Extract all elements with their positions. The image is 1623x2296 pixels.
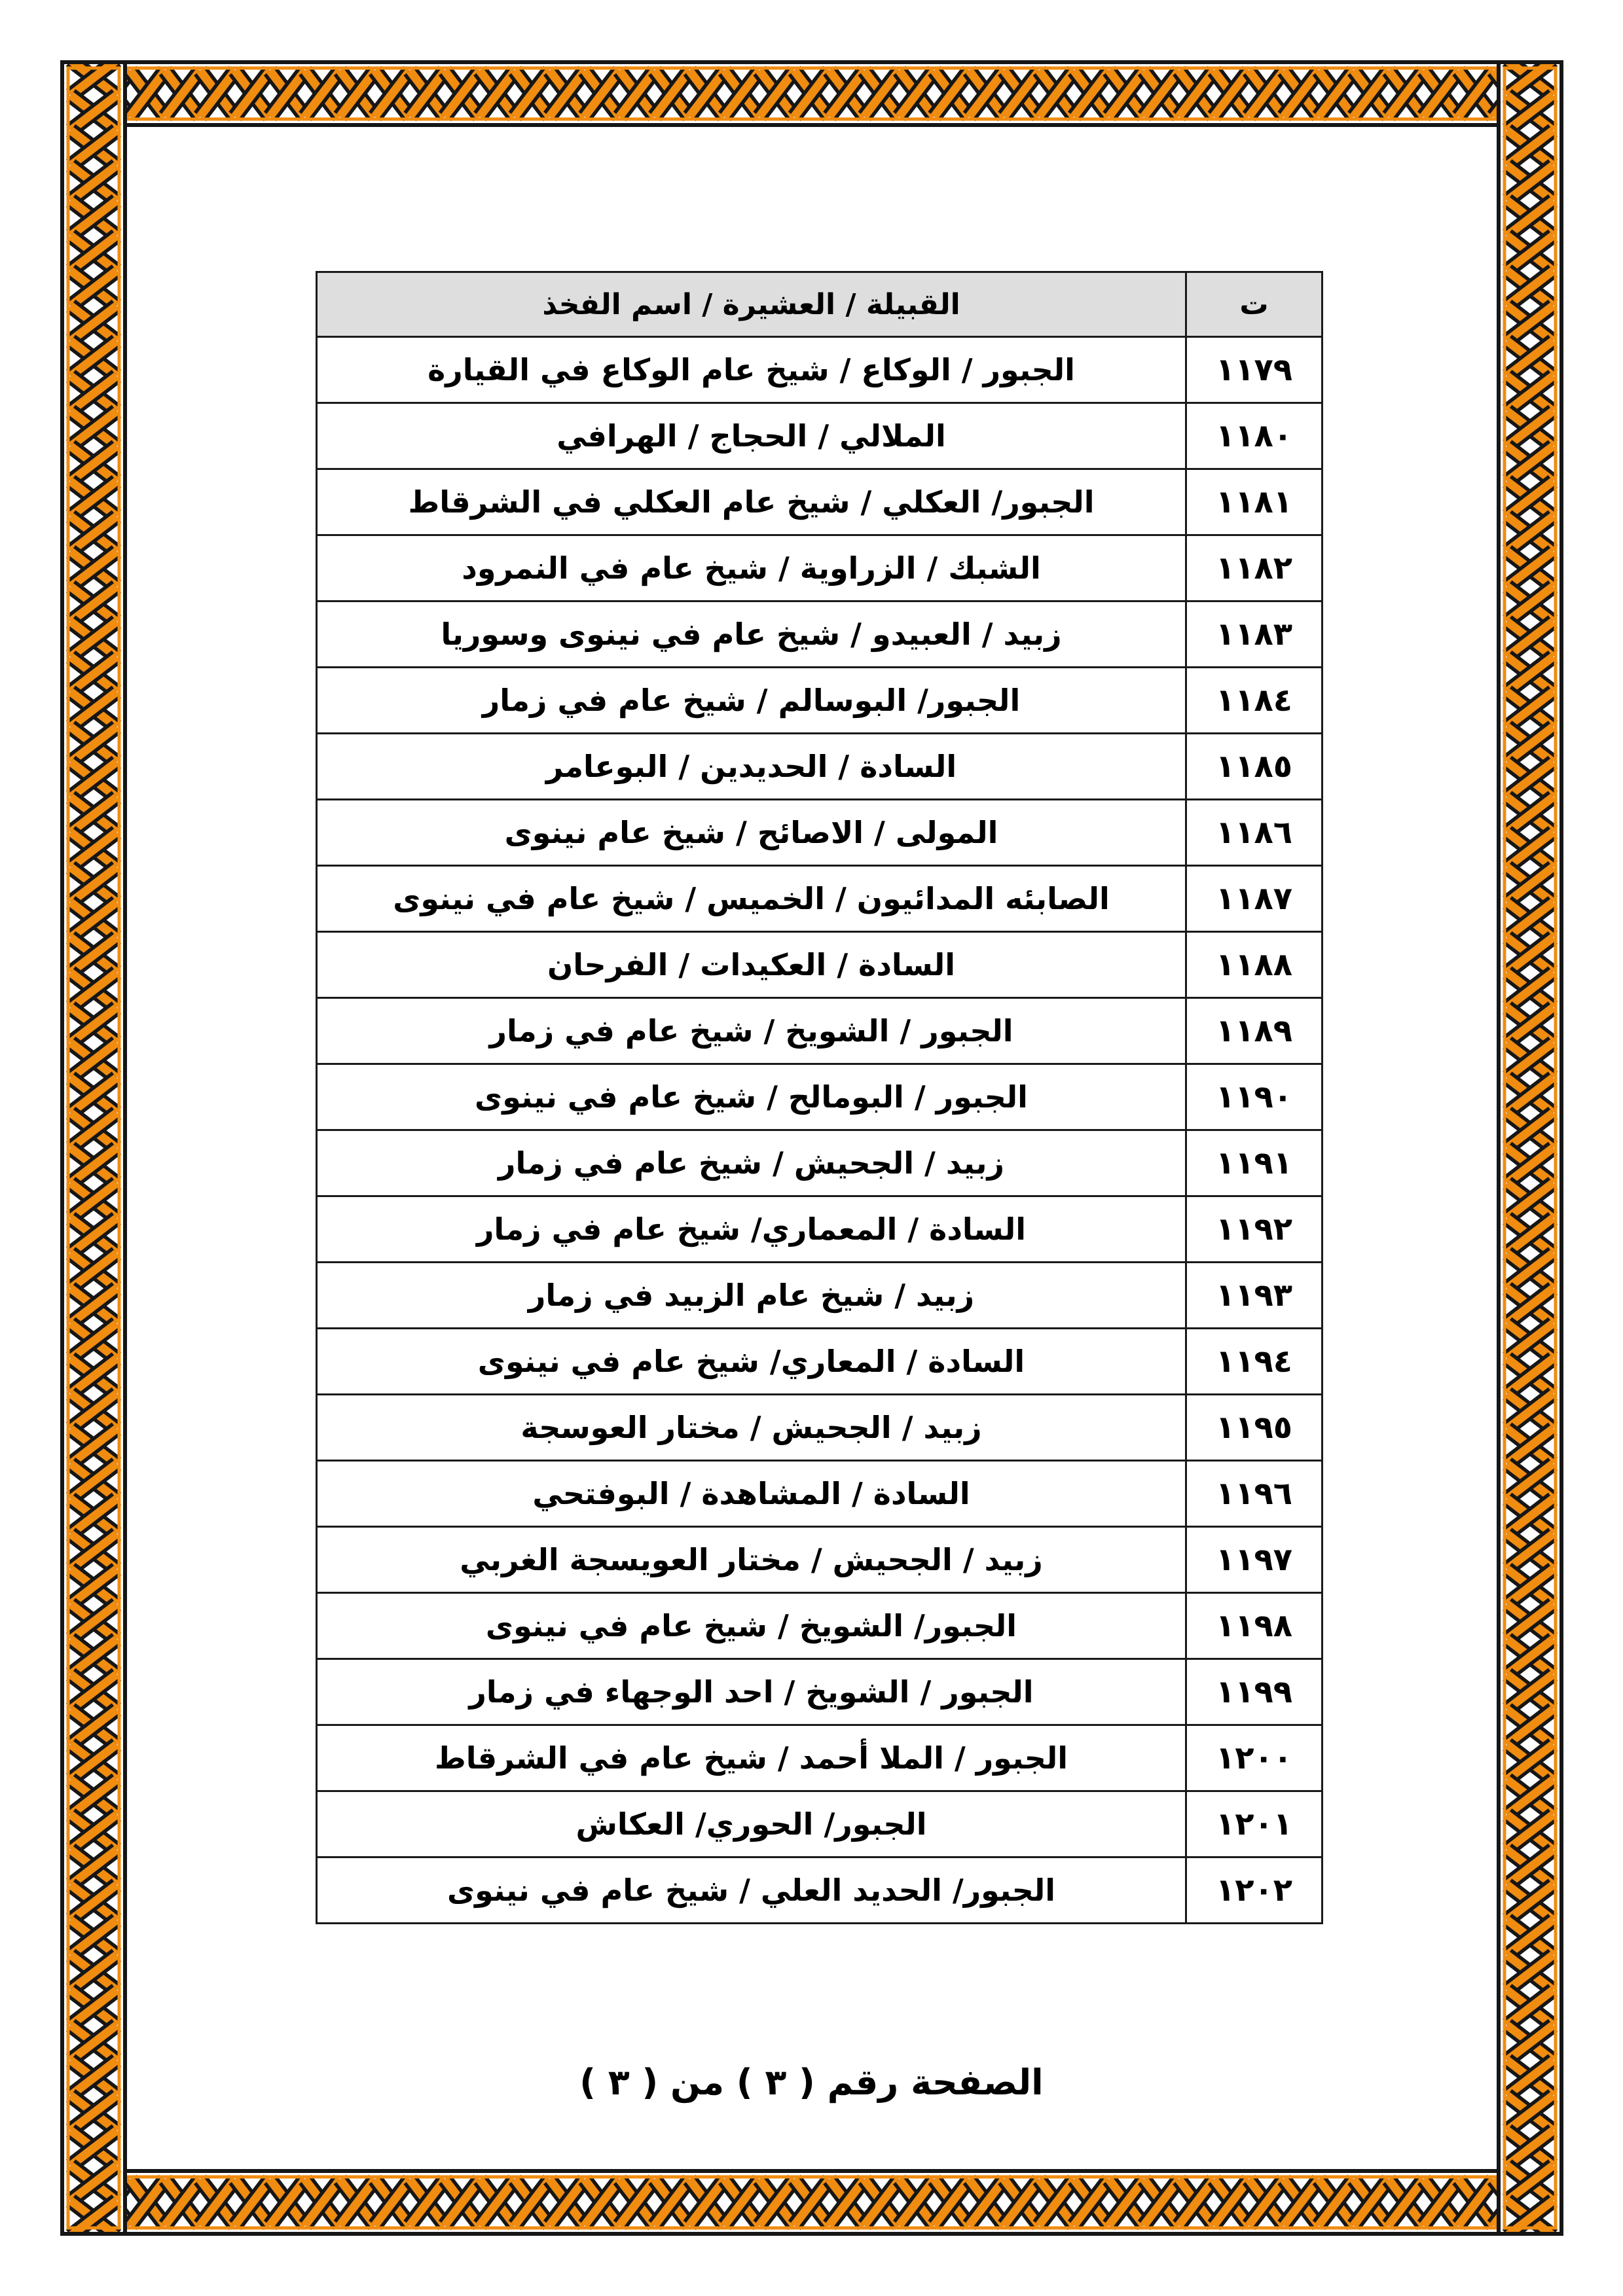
decorative-border-bottom <box>60 2169 1563 2236</box>
tribes-table <box>316 271 1323 1924</box>
row-name: الجبور / الشويخ / شيخ عام في زمار <box>317 998 1186 1064</box>
table-header-row <box>317 272 1322 337</box>
table-row <box>317 1329 1322 1395</box>
table-row <box>317 998 1322 1064</box>
table-row <box>317 535 1322 601</box>
row-number: ١١٩٥ <box>1186 1395 1322 1461</box>
row-name: السادة / العكيدات / الفرحان <box>317 932 1186 998</box>
row-number: ١١٩٠ <box>1186 1064 1322 1130</box>
table-row <box>317 734 1322 800</box>
row-name: السادة / الحديدين / البوعامر <box>317 734 1186 800</box>
table-row <box>317 1725 1322 1791</box>
row-number: ١١٩٣ <box>1186 1263 1322 1329</box>
row-name: زبيد / الجحيش / مختار العوسجة <box>317 1395 1186 1461</box>
row-name: الجبور/ البوسالم / شيخ عام في زمار <box>317 668 1186 734</box>
row-number: ١١٨٩ <box>1186 998 1322 1064</box>
row-number: ١١٨٠ <box>1186 403 1322 469</box>
row-number: ١٢٠٢ <box>1186 1857 1322 1924</box>
decorative-border-right <box>1497 60 1563 2236</box>
row-number: ١١٨١ <box>1186 469 1322 535</box>
row-number: ١١٨٣ <box>1186 601 1322 668</box>
header-number: ت <box>1186 272 1322 337</box>
row-name: الجبور/ الشويخ / شيخ عام في نينوى <box>317 1593 1186 1659</box>
row-number: ١١٨٤ <box>1186 668 1322 734</box>
table-row <box>317 1659 1322 1725</box>
table-row <box>317 1461 1322 1527</box>
table-row <box>317 1395 1322 1461</box>
row-number: ١١٨٨ <box>1186 932 1322 998</box>
table-row <box>317 1130 1322 1196</box>
row-number: ١١٩٦ <box>1186 1461 1322 1527</box>
row-number: ١٢٠١ <box>1186 1791 1322 1857</box>
row-number: ١١٨٢ <box>1186 535 1322 601</box>
row-name: الجبور / البومالح / شيخ عام في نينوى <box>317 1064 1186 1130</box>
page-number: الصفحة رقم ( ٣ ) من ( ٣ ) <box>579 2062 1044 2103</box>
row-name: الجبور/ الحوري/ العكاش <box>317 1791 1186 1857</box>
row-name: الشبك / الزراوية / شيخ عام في النمرود <box>317 535 1186 601</box>
row-name: الصابئه المدائيون / الخميس / شيخ عام في نينوى <box>317 866 1186 932</box>
decorative-border-left <box>60 60 127 2236</box>
header-name: القبيلة / العشيرة / اسم الفخذ <box>317 272 1186 337</box>
row-number: ١١٧٩ <box>1186 337 1322 403</box>
table-row <box>317 866 1322 932</box>
table-row <box>317 1593 1322 1659</box>
row-number: ١١٩٧ <box>1186 1527 1322 1593</box>
row-name: زبيد / شيخ عام الزبيد في زمار <box>317 1263 1186 1329</box>
table-row <box>317 403 1322 469</box>
row-number: ١١٨٦ <box>1186 800 1322 866</box>
row-name: الجبور / الملا أحمد / شيخ عام في الشرقاط <box>317 1725 1186 1791</box>
row-name: الجبور / الوكاع / شيخ عام الوكاع في القيارة <box>317 337 1186 403</box>
table-row <box>317 800 1322 866</box>
row-name: زبيد / العبيدو / شيخ عام في نينوى وسوريا <box>317 601 1186 668</box>
table-row <box>317 932 1322 998</box>
row-name: السادة / المعاري/ شيخ عام في نينوى <box>317 1329 1186 1395</box>
table-row <box>317 469 1322 535</box>
table-row <box>317 601 1322 668</box>
row-name: زبيد / الجحيش / شيخ عام في زمار <box>317 1130 1186 1196</box>
row-name: السادة / المعماري/ شيخ عام في زمار <box>317 1196 1186 1263</box>
row-number: ١٢٠٠ <box>1186 1725 1322 1791</box>
row-number: ١١٨٥ <box>1186 734 1322 800</box>
row-number: ١١٩٢ <box>1186 1196 1322 1263</box>
table-row <box>317 1064 1322 1130</box>
row-name: الجبور / الشويخ / احد الوجهاء في زمار <box>317 1659 1186 1725</box>
row-name: الملالي / الحجاج / الهرافي <box>317 403 1186 469</box>
table-row <box>317 1857 1322 1924</box>
row-number: ١١٩٨ <box>1186 1593 1322 1659</box>
table-row <box>317 337 1322 403</box>
row-name: الجبور/ العكلي / شيخ عام العكلي في الشرقاط <box>317 469 1186 535</box>
decorative-border-top <box>60 60 1563 127</box>
table-row <box>317 1263 1322 1329</box>
row-number: ١١٩٩ <box>1186 1659 1322 1725</box>
table-row <box>317 1527 1322 1593</box>
row-name: الجبور/ الحديد العلي / شيخ عام في نينوى <box>317 1857 1186 1924</box>
row-number: ١١٩٤ <box>1186 1329 1322 1395</box>
table-row <box>317 1196 1322 1263</box>
row-name: المولى / الاصائح / شيخ عام نينوى <box>317 800 1186 866</box>
row-number: ١١٩١ <box>1186 1130 1322 1196</box>
row-name: زبيد / الجحيش / مختار العويسجة الغربي <box>317 1527 1186 1593</box>
row-number: ١١٨٧ <box>1186 866 1322 932</box>
row-name: السادة / المشاهدة / البوفتحي <box>317 1461 1186 1527</box>
table-row <box>317 668 1322 734</box>
table-row <box>317 1791 1322 1857</box>
